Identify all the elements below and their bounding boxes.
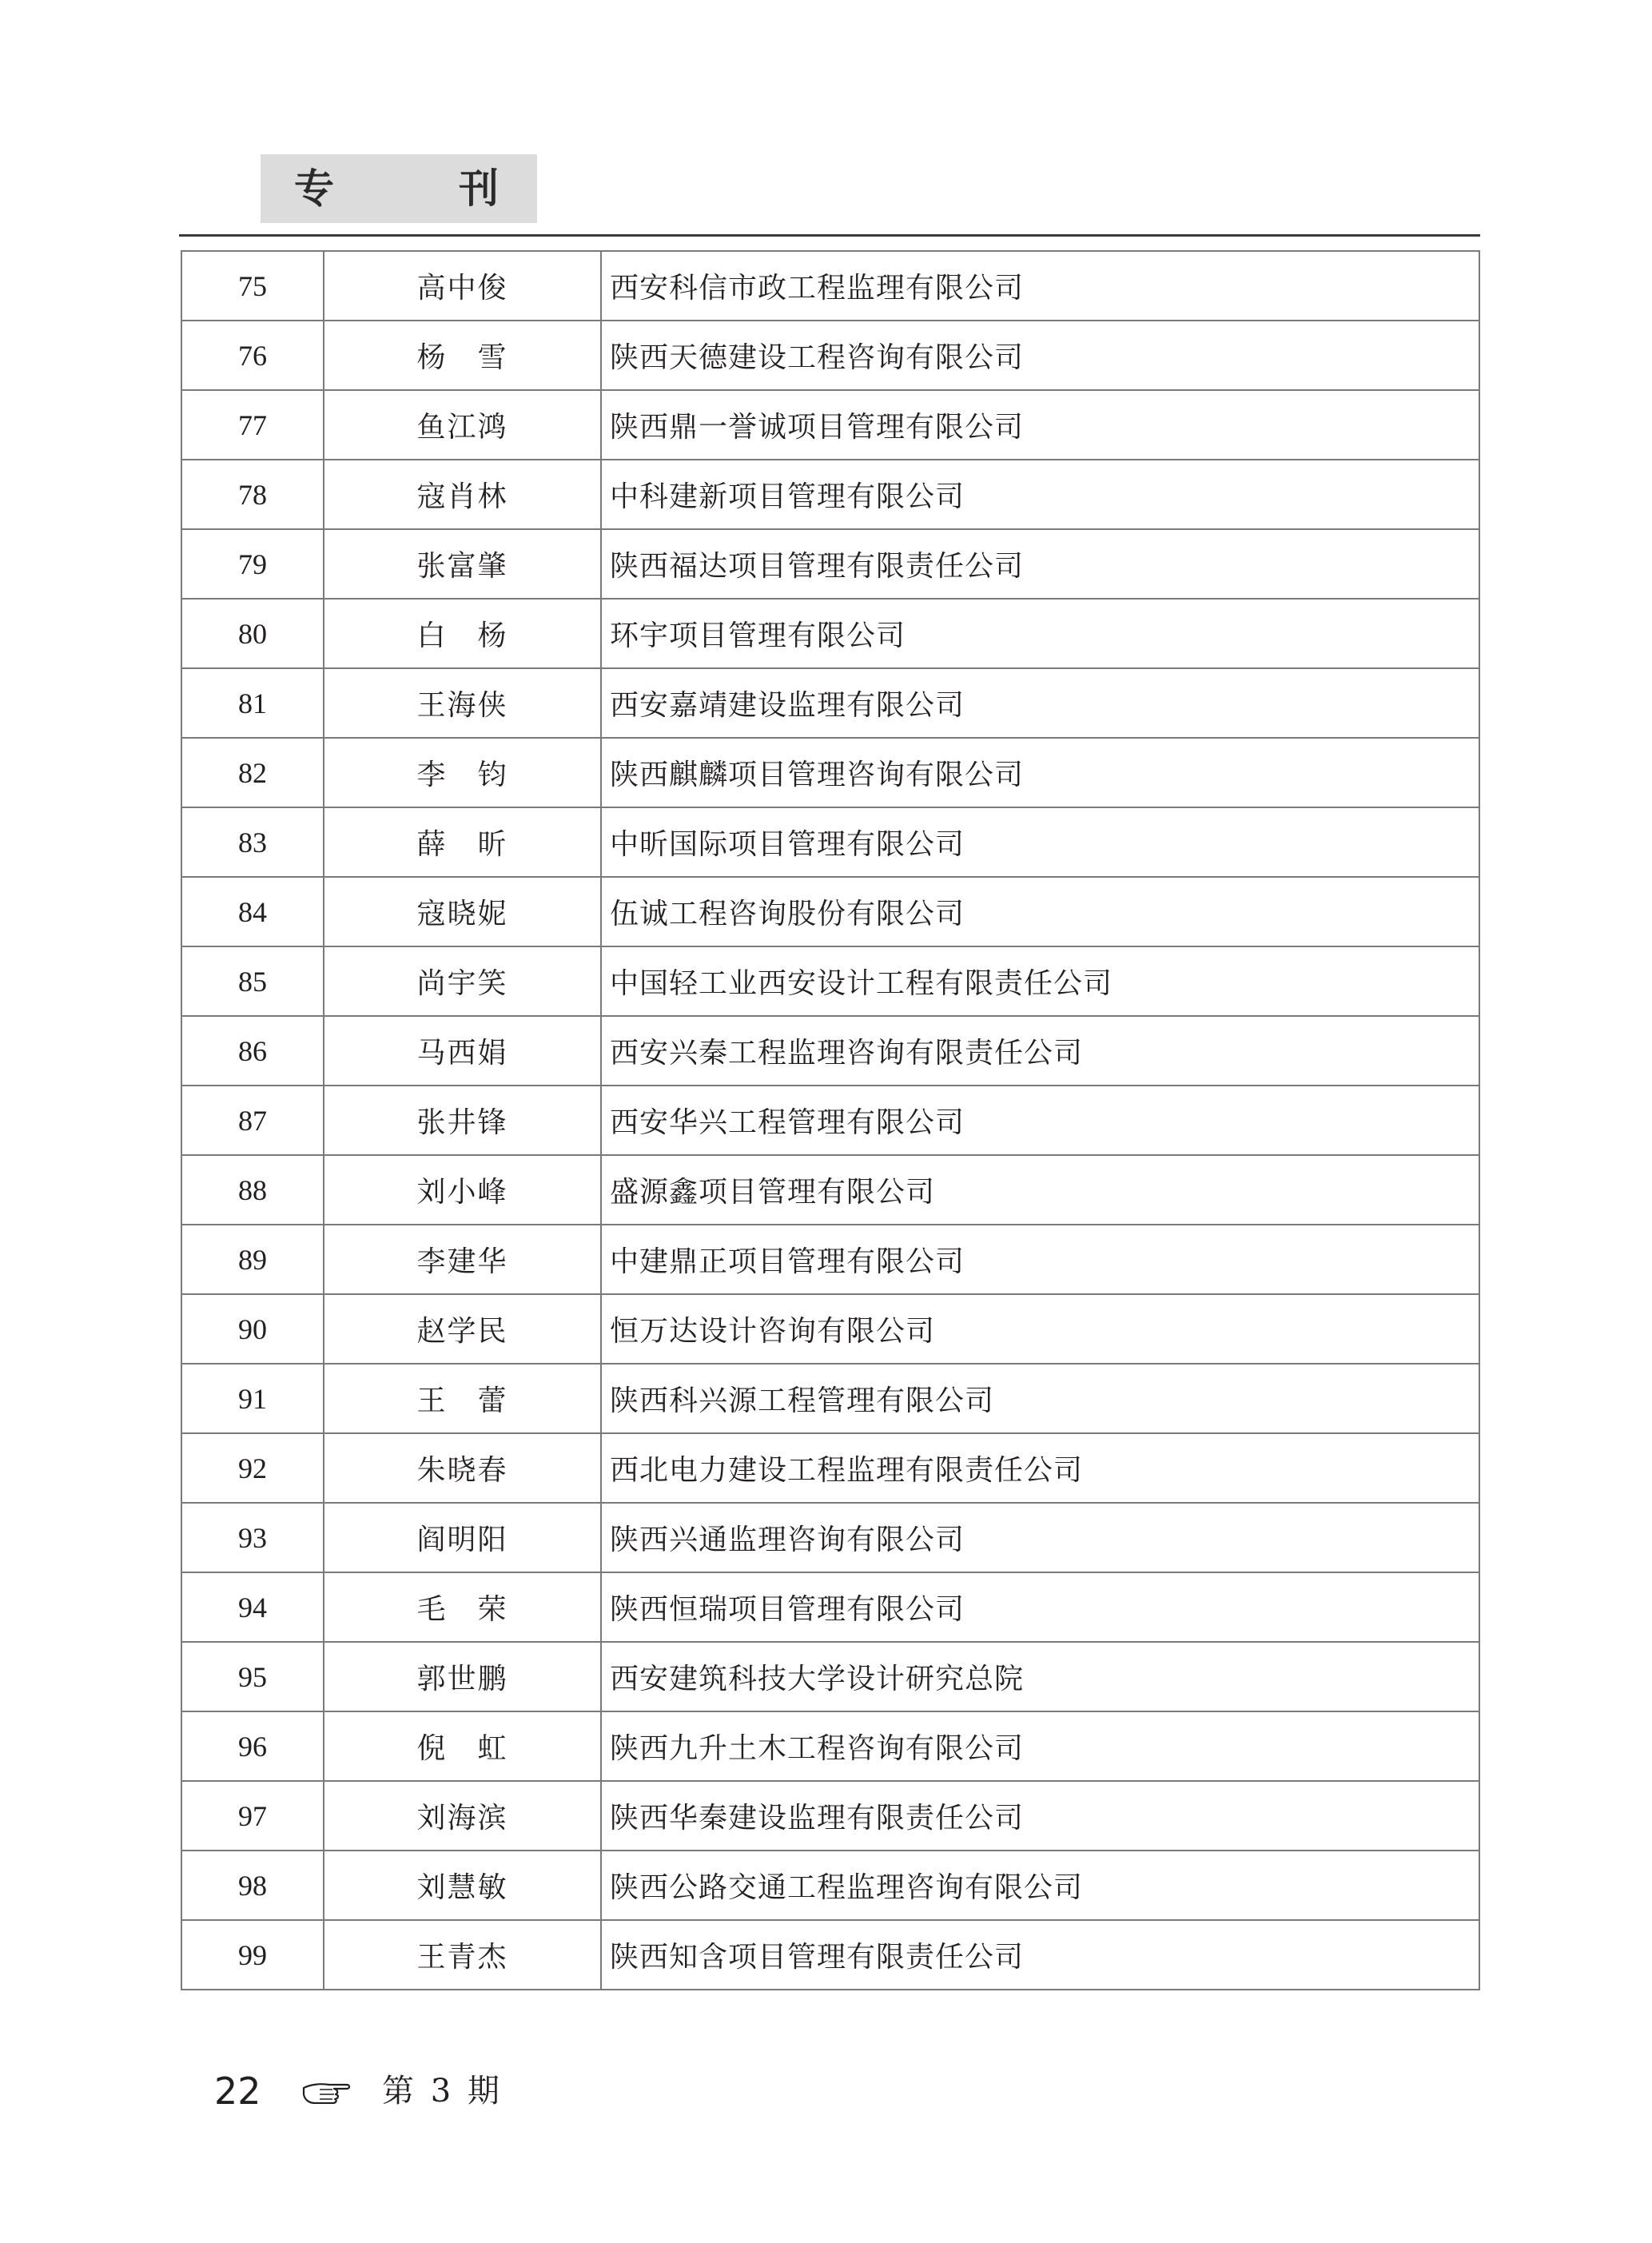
row-number-cell: 98 (181, 1851, 324, 1920)
section-title-char-2: 刊 (459, 165, 499, 212)
organization-cell: 陕西知含项目管理有限责任公司 (601, 1920, 1479, 1990)
table-row (181, 1225, 1479, 1294)
issue-label: 第 3 期 (382, 2073, 503, 2110)
table-row (181, 460, 1479, 529)
name-cell: 寇肖林 (324, 460, 601, 529)
table-row (181, 1155, 1479, 1225)
table-row (181, 321, 1479, 390)
row-number-cell: 80 (181, 599, 324, 668)
name-cell: 尚宇笑 (324, 946, 601, 1016)
organization-cell: 陕西华秦建设监理有限责任公司 (601, 1781, 1479, 1851)
name-cell: 张井锋 (324, 1086, 601, 1155)
table-row (181, 390, 1479, 460)
row-number-cell: 76 (181, 321, 324, 390)
table-row (181, 668, 1479, 738)
table-row (181, 1433, 1479, 1503)
row-number-cell: 95 (181, 1642, 324, 1711)
organization-cell: 西安建筑科技大学设计研究总院 (601, 1642, 1479, 1711)
organization-cell: 陕西福达项目管理有限责任公司 (601, 529, 1479, 599)
name-cell: 寇晓妮 (324, 877, 601, 946)
organization-cell: 中国轻工业西安设计工程有限责任公司 (601, 946, 1479, 1016)
table-row (181, 599, 1479, 668)
name-cell: 赵学民 (324, 1294, 601, 1364)
organization-cell: 西安兴秦工程监理咨询有限责任公司 (601, 1016, 1479, 1086)
organization-cell: 中科建新项目管理有限公司 (601, 460, 1479, 529)
organization-cell: 陕西兴通监理咨询有限公司 (601, 1503, 1479, 1572)
table-row (181, 1086, 1479, 1155)
row-number-cell: 94 (181, 1572, 324, 1642)
name-cell: 朱晓春 (324, 1433, 601, 1503)
name-cell: 李建华 (324, 1225, 601, 1294)
name-cell: 薛 昕 (324, 807, 601, 877)
organization-cell: 中建鼎正项目管理有限公司 (601, 1225, 1479, 1294)
section-title-char-1: 专 (294, 165, 334, 212)
name-cell: 张富肇 (324, 529, 601, 599)
organization-cell: 陕西恒瑞项目管理有限公司 (601, 1572, 1479, 1642)
name-cell: 李 钧 (324, 738, 601, 807)
row-number-cell: 99 (181, 1920, 324, 1990)
table-row (181, 251, 1479, 321)
row-number-cell: 82 (181, 738, 324, 807)
row-number-cell: 97 (181, 1781, 324, 1851)
table-row (181, 946, 1479, 1016)
name-cell: 马西娟 (324, 1016, 601, 1086)
organization-cell: 恒万达设计咨询有限公司 (601, 1294, 1479, 1364)
name-cell: 王海侠 (324, 668, 601, 738)
table-row (181, 1503, 1479, 1572)
table-row (181, 738, 1479, 807)
row-number-cell: 83 (181, 807, 324, 877)
section-tab (261, 154, 537, 223)
row-number-cell: 81 (181, 668, 324, 738)
name-cell: 王 蕾 (324, 1364, 601, 1433)
roster-body (181, 251, 1479, 1990)
table-row (181, 1572, 1479, 1642)
organization-cell: 西北电力建设工程监理有限责任公司 (601, 1433, 1479, 1503)
organization-cell: 陕西麒麟项目管理咨询有限公司 (601, 738, 1479, 807)
name-cell: 倪 虹 (324, 1711, 601, 1781)
organization-cell: 陕西科兴源工程管理有限公司 (601, 1364, 1479, 1433)
row-number-cell: 90 (181, 1294, 324, 1364)
name-cell: 高中俊 (324, 251, 601, 321)
header-rule (179, 234, 1480, 237)
table-row (181, 877, 1479, 946)
row-number-cell: 87 (181, 1086, 324, 1155)
organization-cell: 陕西九升土木工程咨询有限公司 (601, 1711, 1479, 1781)
table-row (181, 1781, 1479, 1851)
organization-cell: 西安华兴工程管理有限公司 (601, 1086, 1479, 1155)
name-cell: 阎明阳 (324, 1503, 601, 1572)
row-number-cell: 78 (181, 460, 324, 529)
table-row (181, 1920, 1479, 1990)
row-number-cell: 93 (181, 1503, 324, 1572)
table-row (181, 807, 1479, 877)
row-number-cell: 84 (181, 877, 324, 946)
organization-cell: 西安嘉靖建设监理有限公司 (601, 668, 1479, 738)
name-cell: 白 杨 (324, 599, 601, 668)
organization-cell: 环宇项目管理有限公司 (601, 599, 1479, 668)
table-row (181, 1016, 1479, 1086)
organization-cell: 伍诚工程咨询股份有限公司 (601, 877, 1479, 946)
row-number-cell: 77 (181, 390, 324, 460)
table-row (181, 529, 1479, 599)
name-cell: 郭世鹏 (324, 1642, 601, 1711)
row-number-cell: 88 (181, 1155, 324, 1225)
organization-cell: 陕西鼎一誉诚项目管理有限公司 (601, 390, 1479, 460)
row-number-cell: 85 (181, 946, 324, 1016)
table-row (181, 1364, 1479, 1433)
organization-cell: 陕西天德建设工程咨询有限公司 (601, 321, 1479, 390)
page-number: 22 (214, 2070, 261, 2113)
table-row (181, 1711, 1479, 1781)
row-number-cell: 92 (181, 1433, 324, 1503)
name-cell: 王青杰 (324, 1920, 601, 1990)
name-cell: 刘慧敏 (324, 1851, 601, 1920)
name-cell: 刘小峰 (324, 1155, 601, 1225)
row-number-cell: 75 (181, 251, 324, 321)
row-number-cell: 86 (181, 1016, 324, 1086)
name-cell: 杨 雪 (324, 321, 601, 390)
name-cell: 刘海滨 (324, 1781, 601, 1851)
table-row (181, 1294, 1479, 1364)
table-row (181, 1851, 1479, 1920)
pointing-hand-icon (302, 2080, 352, 2104)
organization-cell: 西安科信市政工程监理有限公司 (601, 251, 1479, 321)
table-row (181, 1642, 1479, 1711)
organization-cell: 中昕国际项目管理有限公司 (601, 807, 1479, 877)
name-cell: 鱼江鸿 (324, 390, 601, 460)
row-number-cell: 91 (181, 1364, 324, 1433)
row-number-cell: 79 (181, 529, 324, 599)
organization-cell: 盛源鑫项目管理有限公司 (601, 1155, 1479, 1225)
name-cell: 毛 荣 (324, 1572, 601, 1642)
row-number-cell: 96 (181, 1711, 324, 1781)
organization-cell: 陕西公路交通工程监理咨询有限公司 (601, 1851, 1479, 1920)
roster-table (181, 250, 1480, 1990)
row-number-cell: 89 (181, 1225, 324, 1294)
